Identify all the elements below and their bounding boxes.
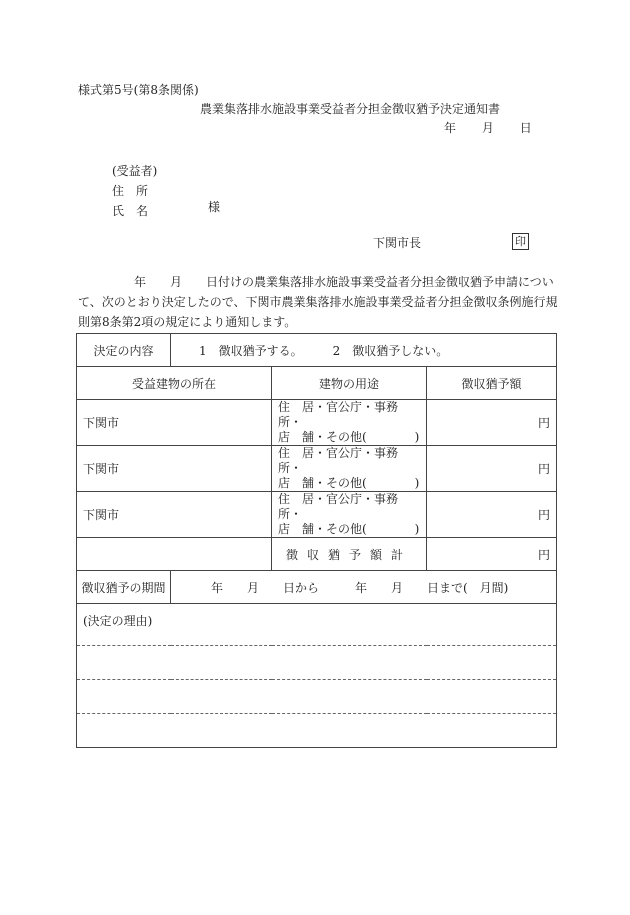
- location-cell[interactable]: 下関市: [77, 400, 272, 446]
- use-cell[interactable]: [272, 492, 427, 538]
- reason-line-row: [77, 680, 557, 714]
- use-cell[interactable]: [272, 446, 427, 492]
- document-title: 農業集落排水施設事業受益者分担金徴収猶予決定通知書: [199, 102, 500, 116]
- column-header-row: [77, 367, 557, 400]
- reason-line-row: [77, 646, 557, 680]
- reason-input-line[interactable]: [77, 646, 557, 680]
- notice-body: [78, 272, 558, 332]
- notice-line-1: 年 月 日付けの農業集落排水施設事業受益者分担金徴収猶予申請につい: [134, 275, 554, 289]
- period-value[interactable]: 年 月 日から 年 月 日まで( 月間): [171, 571, 557, 604]
- total-label: 徴収猶予額計: [272, 538, 427, 571]
- col-use-header: 建物の用途: [272, 367, 427, 400]
- col-location-header: 受益建物の所在: [77, 367, 272, 400]
- col-amount-header: 徴収猶予額: [427, 367, 557, 400]
- reason-input-line[interactable]: [77, 680, 557, 714]
- use-line-2: 店 舗・その他( ): [278, 522, 420, 536]
- seal-mark: 印: [512, 233, 529, 250]
- total-amount-cell[interactable]: 円: [427, 538, 557, 571]
- location-cell[interactable]: 下関市: [77, 446, 272, 492]
- table-row: [77, 492, 557, 538]
- recipient-label: (受益者): [112, 164, 158, 178]
- table-row: [77, 446, 557, 492]
- amount-cell[interactable]: 円: [427, 492, 557, 538]
- table-row: [77, 400, 557, 446]
- decision-row: [77, 334, 557, 367]
- use-cell[interactable]: [272, 400, 427, 446]
- date-month: 月: [481, 121, 494, 135]
- reason-label: (決定の理由): [77, 604, 557, 646]
- total-row: [77, 538, 557, 571]
- decision-label: 決定の内容: [77, 334, 171, 367]
- amount-cell[interactable]: 円: [427, 446, 557, 492]
- total-blank-cell: [77, 538, 272, 571]
- period-label: 徴収猶予の期間: [77, 571, 171, 604]
- reason-line-row: [77, 714, 557, 748]
- form-number: 様式第5号(第8条関係): [78, 83, 199, 97]
- use-line-1: 住 居・官公庁・事務所・: [278, 400, 399, 429]
- reason-input-line[interactable]: [77, 714, 557, 748]
- date-day: 日: [519, 121, 532, 135]
- address-label: 住 所: [112, 184, 149, 198]
- period-row: [77, 571, 557, 604]
- name-label: 氏 名: [112, 204, 149, 218]
- use-line-1: 住 居・官公庁・事務所・: [278, 446, 399, 475]
- notice-line-3: 則第8条第2項の規定により通知します。: [78, 315, 297, 329]
- decision-table: [76, 333, 557, 748]
- date-year: 年: [444, 121, 457, 135]
- notice-line-2: て、次のとおり決定したので、下関市農業集落排水施設事業受益者分担金徴収条例施行規: [78, 295, 558, 309]
- recipient-block: [112, 161, 157, 221]
- amount-cell[interactable]: 円: [427, 400, 557, 446]
- issuer-name: 下関市長: [373, 236, 422, 250]
- decision-options: 1 徴収猶予する。 2 徴収猶予しない。: [171, 334, 557, 367]
- use-line-1: 住 居・官公庁・事務所・: [278, 492, 399, 521]
- issue-date: [444, 120, 532, 136]
- location-cell[interactable]: 下関市: [77, 492, 272, 538]
- use-line-2: 店 舗・その他( ): [278, 476, 420, 490]
- use-line-2: 店 舗・その他( ): [278, 430, 420, 444]
- reason-header-row: [77, 604, 557, 646]
- honorific: 様: [208, 200, 221, 214]
